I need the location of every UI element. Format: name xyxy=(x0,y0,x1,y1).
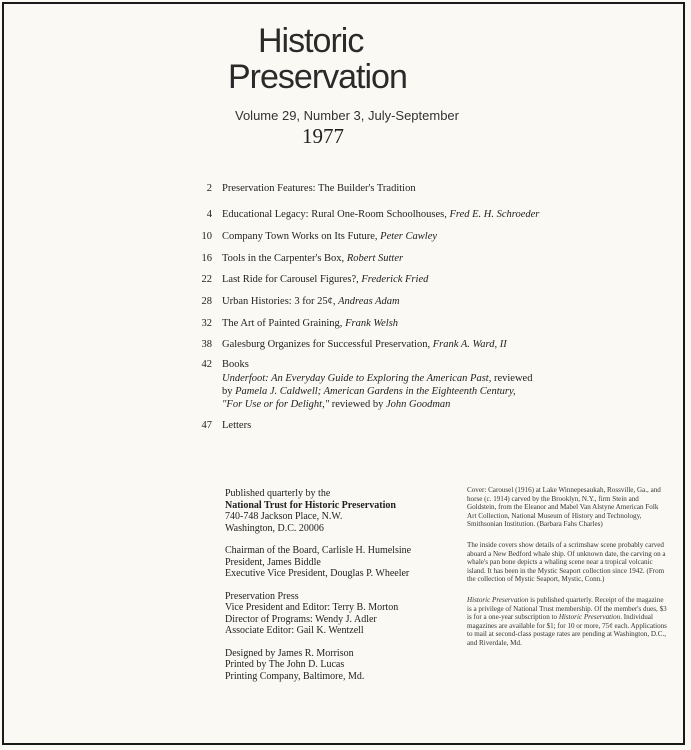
subscription-note xyxy=(467,596,667,648)
cover-note: Cover: Carousel (1916) at Lake Winnepesaukah, Rossville, Ga., and horse (c. 1914) carved by the Brooklyn, N.Y., firm Stein and Goldstein, from the Eleanor and Mabel Van Alstyne American Folk Art Collection, National Museum of History and Technology, Smithsonian Institution. (Barbara Fahs Charles) xyxy=(467,486,661,529)
officer-line: Executive Vice President, Douglas P. Wheeler xyxy=(225,568,410,579)
toc-title: The Art of Painted Graining, xyxy=(222,318,346,329)
toc-title: Educational Legacy: Rural One-Room Schoolhouses, xyxy=(222,209,450,220)
publisher-info xyxy=(225,488,411,693)
book-title: "For Use or for Delight," xyxy=(222,399,330,410)
toc-author: Frank Welsh xyxy=(345,318,399,329)
subscription-text: . Individual magazines are available for $1; for 10 or more, 75¢ each. Applications to mail at second-class postage rates are pending at Washington, D.C., and Riverdale, Md. xyxy=(467,613,667,647)
books-text: reviewed by xyxy=(329,399,386,410)
toc-author: Fred E. H. Schroeder xyxy=(449,209,540,220)
masthead-title-line2: Preservation xyxy=(228,58,407,96)
book-title: American Gardens in the Eighteenth Century, xyxy=(323,386,516,397)
credits-line: Printing Company, Baltimore, Md. xyxy=(225,670,365,682)
side-notes xyxy=(467,486,667,660)
magazine-title: Historic Preservation xyxy=(467,595,529,604)
toc-page-number: 22 xyxy=(201,274,212,285)
toc-title: Tools in the Carpenter's Box, xyxy=(222,253,347,264)
toc-title: Last Ride for Carousel Figures?, xyxy=(222,274,362,285)
issue-year: 1977 xyxy=(302,124,344,148)
press-line: Associate Editor: Gail K. Wentzell xyxy=(225,625,364,636)
toc-author: Frederick Fried xyxy=(361,274,429,285)
toc-author: Peter Cawley xyxy=(380,231,438,242)
officer-line: Chairman of the Board, Carlisle H. Humelsine xyxy=(225,545,412,556)
toc-page-number: 28 xyxy=(201,296,212,307)
toc-title: Books xyxy=(222,359,249,370)
books-description xyxy=(222,372,532,411)
press-block xyxy=(225,591,411,637)
toc-page-number: 10 xyxy=(201,231,212,242)
toc-title: Letters xyxy=(222,420,252,431)
credits-line: Printed by The John D. Lucas xyxy=(225,659,345,670)
toc-author: Frank A. Ward, II xyxy=(432,339,507,350)
toc-title: Galesburg Organizes for Successful Preservation, xyxy=(222,339,433,350)
publisher-address: 740-748 Jackson Place, N.W. xyxy=(225,511,343,522)
toc-page-number: 32 xyxy=(201,318,212,329)
toc-author: Andreas Adam xyxy=(338,296,400,307)
books-text: reviewed xyxy=(491,373,533,384)
press-heading: Preservation Press xyxy=(225,590,299,602)
publisher-address: Washington, D.C. 20006 xyxy=(225,522,324,534)
books-text: by xyxy=(222,386,236,397)
toc-page-number: 47 xyxy=(201,420,212,431)
toc-title: Urban Histories: 3 for 25¢, xyxy=(222,296,339,307)
toc-page-number: 4 xyxy=(206,209,212,220)
masthead-title-line1: Historic xyxy=(258,22,364,60)
subscription-text: is published quarterly. Receipt of the magazine is a privilege of National Trust membership. Of the member's dues, $3 is for a one-year subscription to xyxy=(467,595,667,622)
officers-block xyxy=(225,545,411,580)
press-line: Director of Programs: Wendy J. Adler xyxy=(225,613,377,625)
press-line: Vice President and Editor: Terry B. Morton xyxy=(225,602,399,613)
toc-page-number: 16 xyxy=(201,253,212,264)
toc-author: Robert Sutter xyxy=(346,253,404,264)
book-reviewer: Pamela J. Caldwell; xyxy=(235,386,324,397)
toc-page-number: 42 xyxy=(201,359,212,370)
credits-line: Designed by James R. Morrison xyxy=(225,647,354,659)
toc-title: Preservation Features: The Builder's Tradition xyxy=(222,183,416,194)
credits-block xyxy=(225,648,411,683)
book-reviewer: John Goodman xyxy=(385,399,451,410)
publisher-block xyxy=(225,488,411,534)
toc-title: Company Town Works on Its Future, xyxy=(222,231,381,242)
toc-page-number: 38 xyxy=(201,339,212,350)
magazine-title: Historic Preservation xyxy=(558,613,621,622)
toc-page-number: 2 xyxy=(206,183,212,194)
publisher-org: National Trust for Historic Preservation xyxy=(225,499,396,511)
officer-line: President, James Biddle xyxy=(225,556,321,568)
inside-covers-note: The inside covers show details of a scrimshaw scene probably carved aboard a New Bedford whale ship. Of unknown date, the carving on a whale's pan bone depicts a whaling scene near a tropical volcanic island. It has been in the Mystic Seaport collection since 1942. (From the collection of Mystic Seaport, Mystic, Conn.) xyxy=(467,540,666,584)
publisher-line: Published quarterly by the xyxy=(225,488,331,499)
issue-line: Volume 29, Number 3, July-September xyxy=(235,108,459,123)
book-title: Underfoot: An Everyday Guide to Exploring the American Past, xyxy=(222,373,492,384)
